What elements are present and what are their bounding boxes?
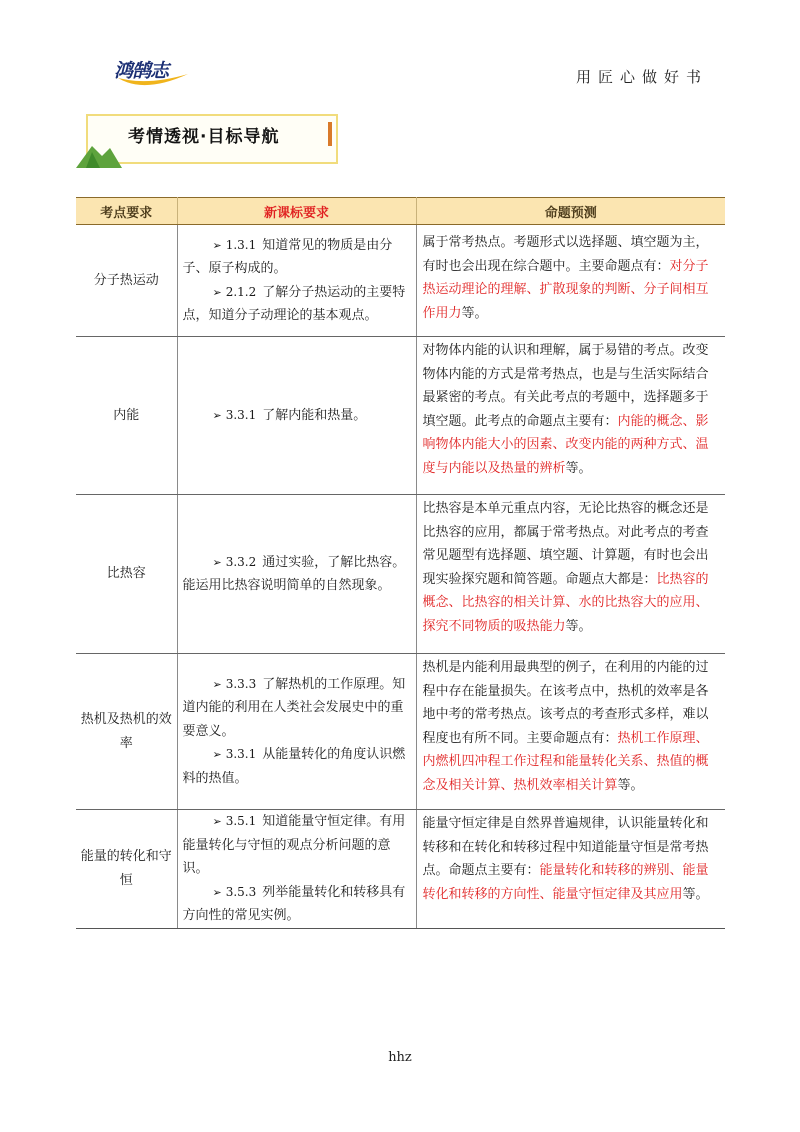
prediction-cell: 属于常考热点。考题形式以选择题、填空题为主，有时也会出现在综合题中。主要命题点有：对分子热运动理论的理解、扩散现象的判断、分子间相互作用力等。 (416, 225, 725, 337)
prediction-cell: 比热容是本单元重点内容，无论比热容的概念还是比热容的应用，都属于常考热点。对此考点的考查常见题型有选择题、填空题、计算题，有时也会出现实验探究题和简答题。命题点大都是：比热容的概念、比热容的相关计算、水的比热容大的应用、探究不同物质的吸热能力等。 (416, 495, 725, 654)
page-footer: hhz (388, 1050, 412, 1065)
topic-cell: 分子热运动 (76, 225, 177, 337)
prediction-highlight: 热机工作原理、内燃机四冲程工作过程和能量转化关系、热值的概念及相关计算、热机效率相关计算 (422, 730, 709, 793)
table-row (76, 337, 725, 495)
table-row (76, 810, 725, 929)
table-row (76, 225, 725, 337)
requirement-item: ➢ 3.3.1 从能量转化的角度认识燃料的热值。 (183, 743, 411, 790)
requirement-item: ➢ 3.3.3 了解热机的工作原理。知道内能的利用在人类社会发展史中的重要意义。 (183, 673, 411, 744)
prediction-cell: 热机是内能利用最典型的例子，在利用的内能的过程中存在能量损失。在该考点中，热机的效率是各地中考的常考热点。该考点的考查形式多样，难以程度也有所不同。主要命题点有：热机工作原理、内燃机四冲程工作过程和能量转化关系、热值的概念及相关计算、热机效率相关计算等。 (416, 654, 725, 810)
prediction-highlight: 内能的概念、影响物体内能大小的因素、改变内能的两种方式、温度与内能以及热量的辨析 (422, 413, 709, 476)
prediction-highlight: 对分子热运动理论的理解、扩散现象的判断、分子间相互作用力 (422, 258, 709, 321)
topic-cell: 内能 (76, 337, 177, 495)
mountain-icon (76, 134, 122, 170)
arrow-bullet-icon: ➢ (212, 677, 222, 691)
header-prediction: 命题预测 (416, 198, 725, 225)
prediction-highlight: 比热容的概念、比热容的相关计算、水的比热容大的应用、探究不同物质的吸热能力 (422, 571, 709, 634)
arrow-bullet-icon: ➢ (212, 815, 222, 828)
requirement-item: ➢ 1.3.1 知道常见的物质是由分子、原子构成的。 (183, 234, 411, 281)
requirement-item: ➢ 3.3.1 了解内能和热量。 (183, 404, 411, 428)
topic-cell: 能量的转化和守恒 (76, 810, 177, 929)
arrow-bullet-icon: ➢ (212, 408, 222, 422)
logo-text: 鸿鹄志 (114, 60, 169, 82)
prediction-highlight: 能量转化和转移的辨别、能量转化和转移的方向性、能量守恒定律及其应用 (422, 863, 709, 902)
header-topic: 考点要求 (76, 198, 177, 225)
arrow-bullet-icon: ➢ (212, 555, 222, 569)
requirement-cell (177, 495, 416, 654)
banner-accent-mark (328, 122, 332, 146)
exam-analysis-table (76, 197, 725, 929)
brand-logo (114, 56, 192, 90)
requirement-item: ➢ 3.5.3 列举能量转化和转移具有方向性的常见实例。 (183, 881, 411, 928)
topic-cell: 热机及热机的效率 (76, 654, 177, 810)
arrow-bullet-icon: ➢ (212, 748, 222, 762)
table-row (76, 654, 725, 810)
requirement-item: ➢ 2.1.2 了解分子热运动的主要特点，知道分子动理论的基本观点。 (183, 281, 411, 328)
header-motto: 用匠心做好书 (575, 68, 708, 86)
requirement-item: ➢ 3.3.2 通过实验，了解比热容。能运用比热容说明简单的自然现象。 (183, 551, 411, 598)
arrow-bullet-icon: ➢ (212, 285, 222, 299)
table-header-row (76, 198, 725, 225)
requirement-cell (177, 810, 416, 929)
section-banner (76, 110, 338, 168)
prediction-cell: 能量守恒定律是自然界普遍规律，认识能量转化和转移和在转化和转移过程中知道能量守恒是常考热点。命题点主要有：能量转化和转移的辨别、能量转化和转移的方向性、能量守恒定律及其应用等。 (416, 810, 725, 929)
arrow-bullet-icon: ➢ (212, 885, 222, 899)
logo-swoosh-icon (114, 70, 192, 92)
requirement-cell (177, 225, 416, 337)
banner-title: 考情透视·目标导航 (128, 127, 280, 147)
requirement-cell (177, 337, 416, 495)
table-row (76, 495, 725, 654)
arrow-bullet-icon: ➢ (212, 238, 222, 252)
topic-cell: 比热容 (76, 495, 177, 654)
requirement-cell (177, 654, 416, 810)
header-standard: 新课标要求 (177, 198, 416, 225)
requirement-item: ➢ 3.5.1 知道能量守恒定律。有用能量转化与守恒的观点分析问题的意识。 (183, 810, 411, 881)
prediction-cell: 对物体内能的认识和理解，属于易错的考点。改变物体内能的方式是常考热点，也是与生活实际结合最紧密的考点。有关此考点的考题中，选择题多于填空题。此考点的命题点主要有：内能的概念、影响物体内能大小的因素、改变内能的两种方式、温度与内能以及热量的辨析等。 (416, 337, 725, 495)
